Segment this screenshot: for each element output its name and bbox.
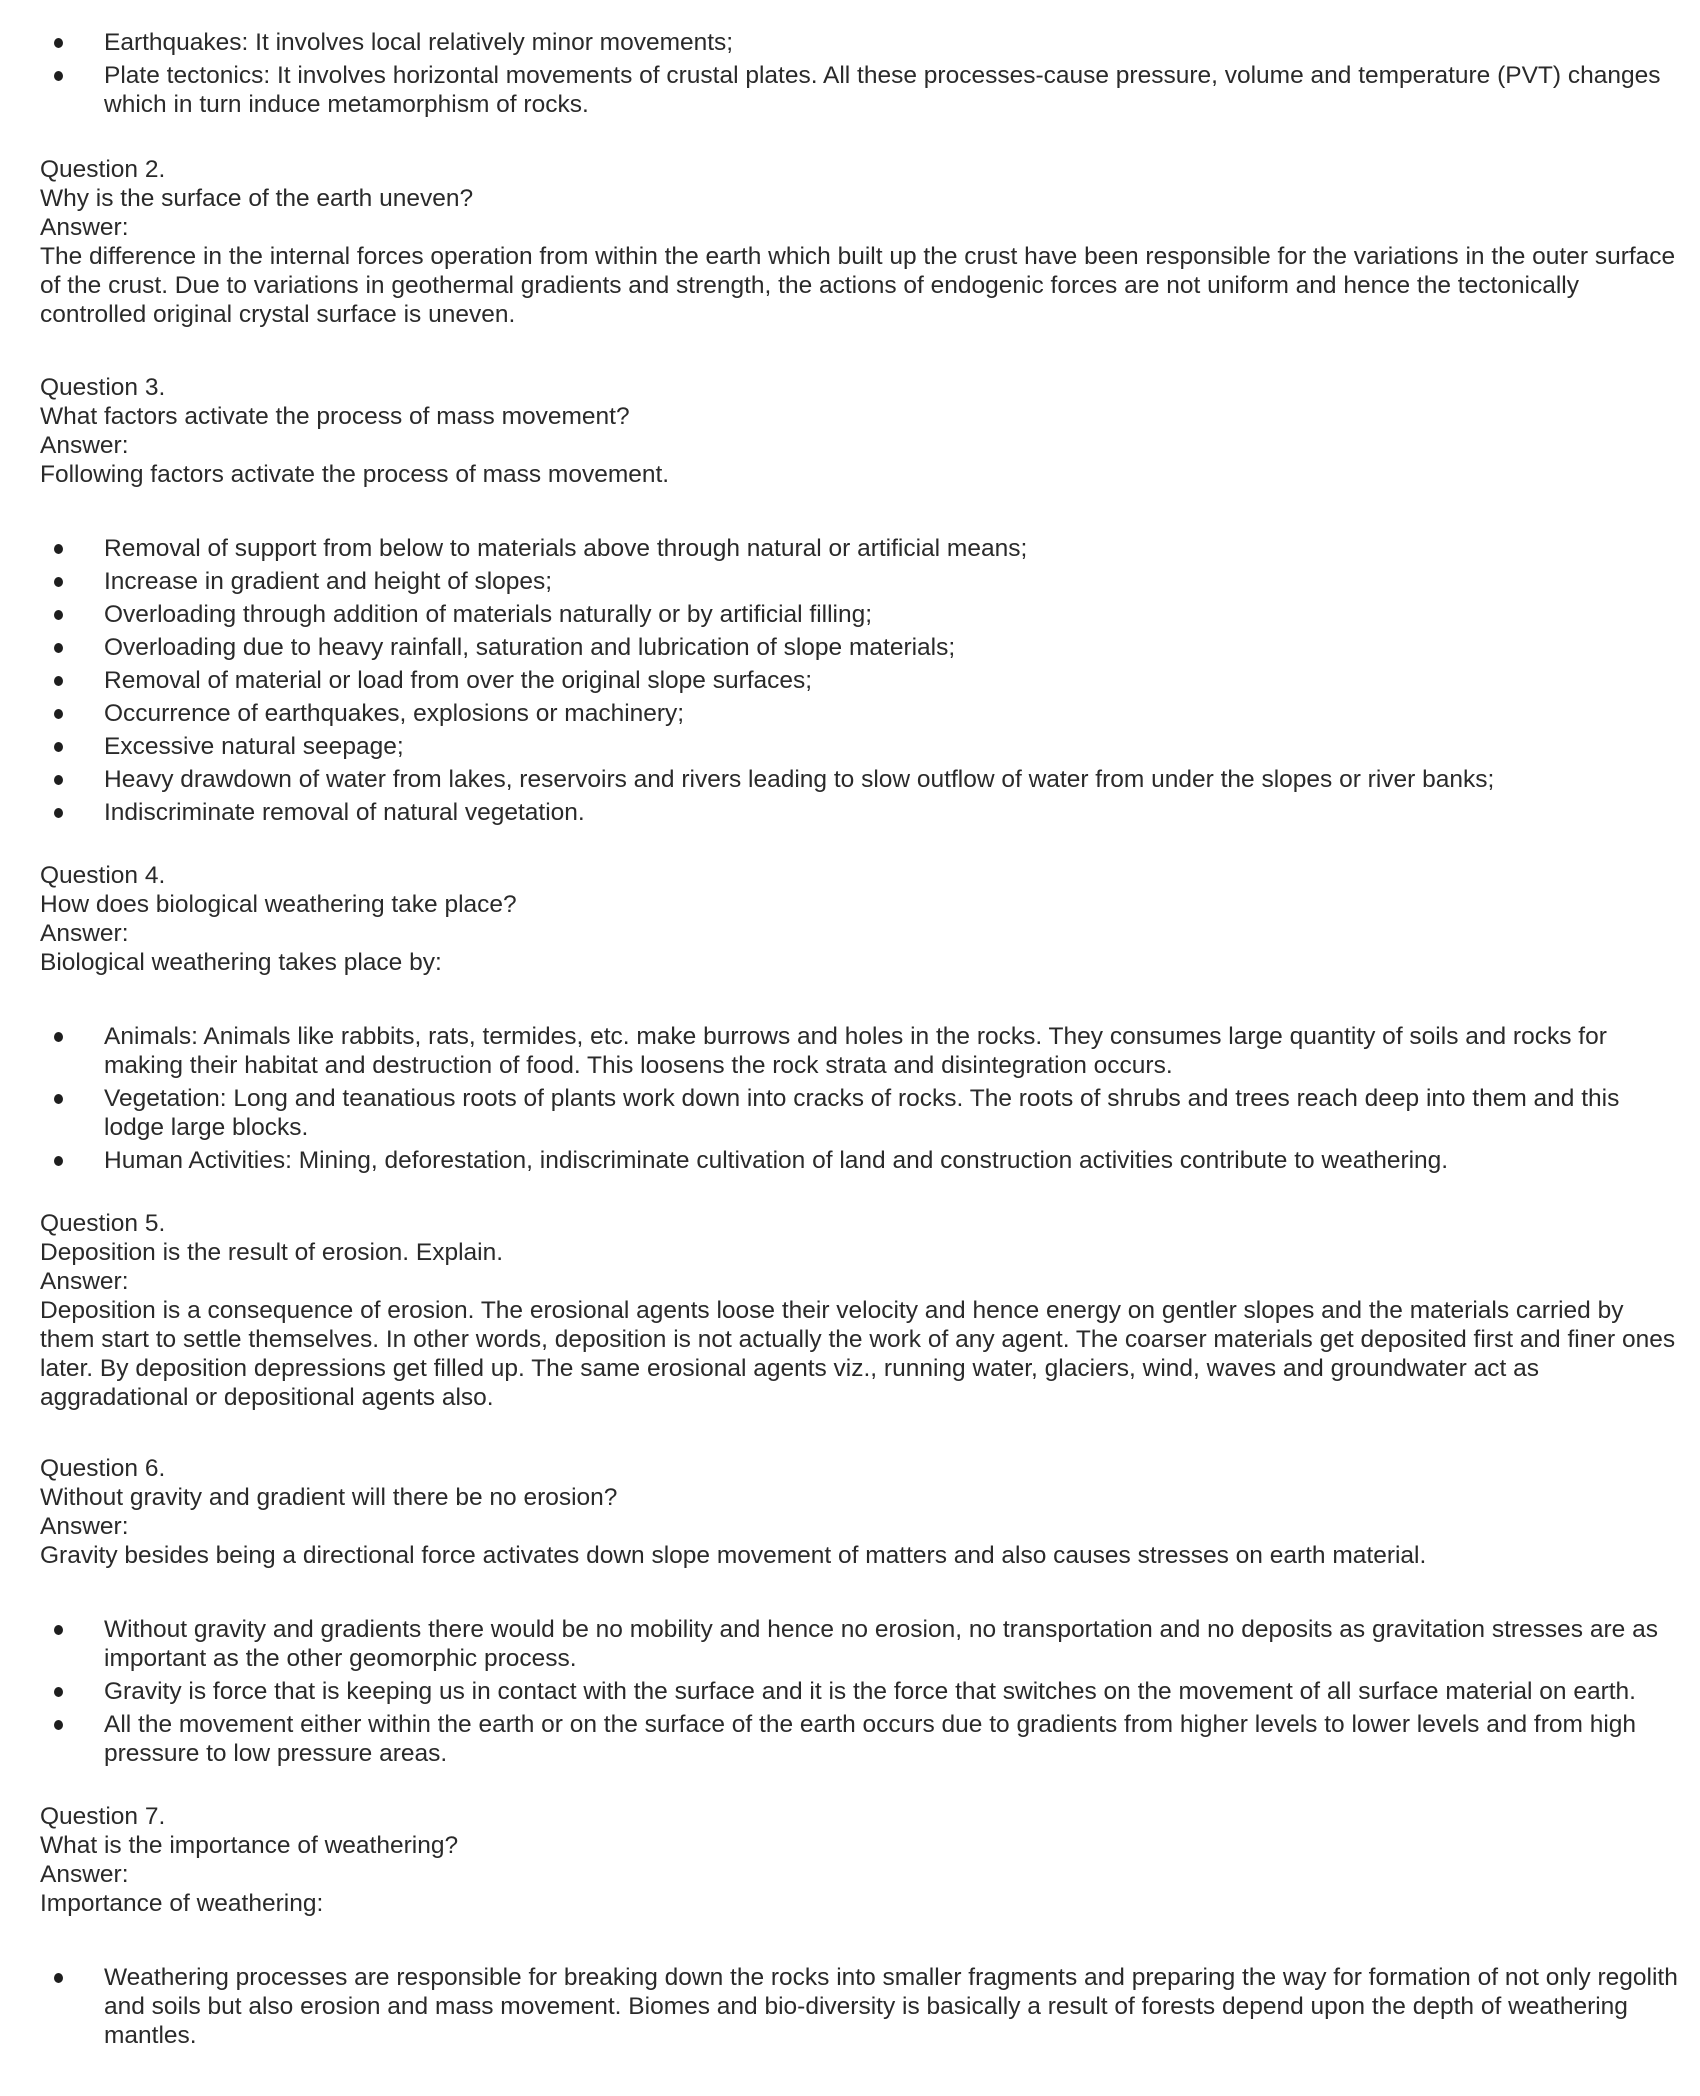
bullet-icon xyxy=(54,38,63,48)
answer-text: Deposition is a consequence of erosion. The erosional agents loose their velocity and hence energy on gentler slopes and the materials carried by them start to settle themselves. In other words, deposition is not actually the work of any agent. The coarser materials get deposited first and finer ones later. By deposition depressions get filled up. The same erosional agents viz., running water, glaciers, wind, waves and groundwater act as aggradational or depositional agents also. xyxy=(40,1297,1676,1411)
bullet-icon xyxy=(54,1094,63,1104)
bullet-icon xyxy=(54,1032,63,1042)
answer-label: Answer: xyxy=(40,1268,129,1295)
bullet-icon xyxy=(54,1156,63,1166)
list-item: Indiscriminate removal of natural vegetation. xyxy=(40,798,1680,827)
bullet-icon xyxy=(54,1687,63,1697)
question-number: Question 3. xyxy=(40,374,166,401)
factor-bullet-list xyxy=(40,534,1680,827)
answer-text: Following factors activate the process of mass movement. xyxy=(40,461,670,488)
list-item: Increase in gradient and height of slopes; xyxy=(40,567,1680,596)
list-item: Excessive natural seepage; xyxy=(40,732,1680,761)
question-text: Why is the surface of the earth uneven? xyxy=(40,185,474,212)
list-item: Human Activities: Mining, deforestation, indiscriminate cultivation of land and construction activities contribute to weathering. xyxy=(40,1146,1680,1175)
question-4-block xyxy=(40,861,1680,1175)
question-5-block xyxy=(40,1209,1680,1412)
bullet-icon xyxy=(54,71,63,81)
biological-weathering-list xyxy=(40,1022,1680,1175)
gravity-bullet-list xyxy=(40,1615,1680,1768)
list-item: Overloading through addition of materials naturally or by artificial filling; xyxy=(40,600,1680,629)
list-item: Gravity is force that is keeping us in contact with the surface and it is the force that switches on the movement of all surface material on earth. xyxy=(40,1677,1680,1706)
bullet-icon xyxy=(54,1720,63,1730)
answer-label: Answer: xyxy=(40,432,129,459)
answer-label: Answer: xyxy=(40,1861,129,1888)
bullet-icon xyxy=(54,676,63,686)
bullet-icon xyxy=(54,1973,63,1983)
question-number: Question 2. xyxy=(40,156,166,183)
document-page xyxy=(40,24,1680,2054)
bullet-icon xyxy=(54,742,63,752)
list-item: Animals: Animals like rabbits, rats, termides, etc. make burrows and holes in the rocks. They consumes large quantity of soils and rocks for making their habitat and destruction of food. This loosens the rock strata and disintegration occurs. xyxy=(40,1022,1680,1080)
question-text: Without gravity and gradient will there be no erosion? xyxy=(40,1484,618,1511)
list-item: Removal of material or load from over the original slope surfaces; xyxy=(40,666,1680,695)
weathering-importance-list xyxy=(40,1963,1680,2050)
bullet-icon xyxy=(54,808,63,818)
list-item: Occurrence of earthquakes, explosions or machinery; xyxy=(40,699,1680,728)
answer-label: Answer: xyxy=(40,920,129,947)
answer-text: Biological weathering takes place by: xyxy=(40,949,442,976)
list-item: Earthquakes: It involves local relatively minor movements; xyxy=(40,28,1680,57)
question-number: Question 4. xyxy=(40,862,166,889)
bullet-icon xyxy=(54,577,63,587)
bullet-icon xyxy=(54,610,63,620)
question-number: Question 5. xyxy=(40,1210,166,1237)
answer-text: The difference in the internal forces operation from within the earth which built up the crust have been responsible for the variations in the outer surface of the crust. Due to variations in geothermal gradients and strength, the actions of endogenic forces are not uniform and hence the tectonically controlled original crystal surface is uneven. xyxy=(40,243,1676,328)
answer-text: Importance of weathering: xyxy=(40,1890,324,1917)
question-7-block xyxy=(40,1802,1680,2050)
answer-label: Answer: xyxy=(40,214,129,241)
bullet-icon xyxy=(54,643,63,653)
list-item: Overloading due to heavy rainfall, saturation and lubrication of slope materials; xyxy=(40,633,1680,662)
intro-bullet-list xyxy=(40,28,1680,119)
question-6-block xyxy=(40,1454,1680,1768)
question-number: Question 6. xyxy=(40,1455,166,1482)
list-item: Vegetation: Long and teanatious roots of plants work down into cracks of rocks. The roots of shrubs and trees reach deep into them and this lodge large blocks. xyxy=(40,1084,1680,1142)
question-text: What factors activate the process of mass movement? xyxy=(40,403,630,430)
list-item: Without gravity and gradients there would be no mobility and hence no erosion, no transportation and no deposits as gravitation stresses are as important as the other geomorphic process. xyxy=(40,1615,1680,1673)
bullet-icon xyxy=(54,544,63,554)
question-text: How does biological weathering take place? xyxy=(40,891,517,918)
list-item: Removal of support from below to materials above through natural or artificial means; xyxy=(40,534,1680,563)
bullet-icon xyxy=(54,775,63,785)
question-2-block xyxy=(40,155,1680,329)
question-3-block xyxy=(40,373,1680,827)
question-text: What is the importance of weathering? xyxy=(40,1832,459,1859)
list-item: All the movement either within the earth or on the surface of the earth occurs due to gradients from higher levels to lower levels and from high pressure to low pressure areas. xyxy=(40,1710,1680,1768)
bullet-icon xyxy=(54,709,63,719)
answer-text: Gravity besides being a directional force activates down slope movement of matters and also causes stresses on earth material. xyxy=(40,1542,1427,1569)
bullet-icon xyxy=(54,1625,63,1635)
question-text: Deposition is the result of erosion. Explain. xyxy=(40,1239,504,1266)
list-item: Plate tectonics: It involves horizontal movements of crustal plates. All these processes-cause pressure, volume and temperature (PVT) changes which in turn induce metamorphism of rocks. xyxy=(40,61,1680,119)
list-item: Heavy drawdown of water from lakes, reservoirs and rivers leading to slow outflow of water from under the slopes or river banks; xyxy=(40,765,1680,794)
list-item: Weathering processes are responsible for breaking down the rocks into smaller fragments and preparing the way for formation of not only regolith and soils but also erosion and mass movement. Biomes and bio-diversity is basically a result of forests depend upon the depth of weathering mantles. xyxy=(40,1963,1680,2050)
answer-label: Answer: xyxy=(40,1513,129,1540)
question-number: Question 7. xyxy=(40,1803,166,1830)
